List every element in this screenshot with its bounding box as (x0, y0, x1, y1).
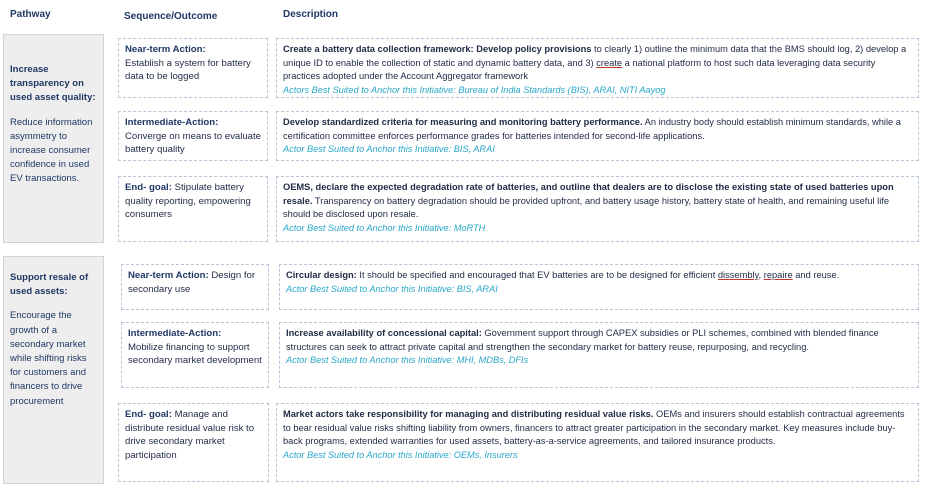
outcome-text: Mobilize financing to support secondary market development (128, 341, 262, 367)
outcome-label: Near-term Action: (128, 270, 209, 281)
header-sequence: Sequence/Outcome (124, 11, 218, 22)
description-text: , (758, 270, 764, 280)
outcome-text: Converge on means to evaluate battery quality (125, 130, 261, 156)
outcome-label: Intermediate-Action: (128, 328, 222, 339)
actors-line: Actor Best Suited to Anchor this Initiative: BIS, ARAI (286, 283, 498, 294)
description-box (276, 38, 919, 98)
actors-line: Actor Best Suited to Anchor this Initiative: MoRTH (283, 222, 486, 233)
outcome-text: Manage and distribute residual value risk to drive secondary market participation (125, 409, 255, 461)
pathway-1-cell (3, 34, 104, 243)
outcome-label: End- goal: (125, 182, 172, 193)
description-heading: Market actors take responsibility for managing and distributing residual value risks. (283, 409, 654, 419)
actors-line: Actor Best Suited to Anchor this Initiative: BIS, ARAI (283, 144, 495, 154)
description-text: a national platform to host such data leveraging data security practices adopted under the Account Aggregator framework (283, 57, 876, 81)
description-text: to clearly 1) outline the minimum data that the BMS should log, 2) develop a unique ID to enable the collection of static and dynamic battery data, and 3) (283, 44, 907, 68)
pathway-2-description: Encourage the growth of a secondary market while shifting risks for customers and financers to drive procurement (10, 310, 87, 407)
actors-line: Actor Best Suited to Anchor this Initiative: MHI, MDBs, DFIs (286, 355, 529, 365)
outcome-box (118, 176, 268, 242)
description-text: An industry body should establish minimum standards, while a certification committee enforces performance grades for batteries intended for second-life applications. (283, 117, 901, 141)
outcome-box (121, 264, 269, 310)
description-box (276, 111, 919, 161)
pathway-1-title: Increase transparency on used asset quality: (10, 64, 96, 104)
description-text: and reuse. (792, 270, 840, 280)
pathway-2-title: Support resale of used assets: (10, 272, 89, 298)
outcome-box (118, 111, 268, 161)
description-text: Government support through CAPEX subsidies or PLI schemes, combined with blended finance structures can seek to attract private capital and strengthen the secondary market for battery reuse, repurposing, and recycling. (286, 328, 879, 352)
description-text: Transparency on battery degradation should be provided upfront, and battery usage history, battery state of health, and remaining useful life should be disclosed upon resale. (283, 195, 890, 219)
header-description: Description (283, 9, 339, 20)
outcome-text: Design for secondary use (128, 270, 256, 295)
underlined-word: repaire (763, 270, 793, 280)
underlined-word: dissembly (717, 270, 759, 280)
outcome-text: Establish a system for battery data to be logged (125, 57, 251, 83)
underlined-word: create (596, 57, 623, 68)
pathway-2-cell (3, 256, 104, 484)
description-box (276, 176, 919, 242)
description-heading: Create a battery data collection framework: Develop policy provisions (283, 44, 592, 54)
description-text: OEMs and insurers should establish contractual agreements to bear residual value risks shifting liability from owners, financers to attract greater participation in the secondary market. Key measures include buy-back programs, extended warranties for used assets, battery-as-a-service agreements, and tailored insurance products. (283, 409, 905, 446)
description-heading: Develop standardized criteria for measuring and monitoring battery performance. (283, 117, 643, 127)
actors-line: Actors Best Suited to Anchor this Initiative: Bureau of India Standards (BIS), ARAI, NITI Aayog (283, 84, 666, 95)
description-box (276, 403, 919, 482)
description-text: It should be specified and encouraged that EV batteries are to be designed for efficient (356, 270, 718, 280)
outcome-box (118, 403, 269, 482)
outcome-text: Stipulate battery quality reporting, empowering consumers (125, 182, 251, 221)
description-heading: OEMS, declare the expected degradation rate of batteries, and outline that dealers are to disclose the existing state of used batteries upon resale. (283, 182, 894, 206)
header-pathway: Pathway (10, 9, 51, 20)
description-heading: Circular design: (286, 270, 357, 280)
outcome-box (121, 322, 269, 388)
pathway-1-description: Reduce information asymmetry to increase consumer confidence in used EV transactions. (10, 116, 93, 185)
description-box (279, 264, 919, 310)
outcome-label: Near-term Action: (125, 44, 206, 55)
outcome-box (118, 38, 268, 98)
actors-line: Actor Best Suited to Anchor this Initiative: OEMs, Insurers (283, 449, 518, 460)
description-box (279, 322, 919, 388)
outcome-label: Intermediate-Action: (125, 117, 219, 128)
outcome-label: End- goal: (125, 409, 172, 420)
description-heading: Increase availability of concessional capital: (286, 328, 482, 338)
